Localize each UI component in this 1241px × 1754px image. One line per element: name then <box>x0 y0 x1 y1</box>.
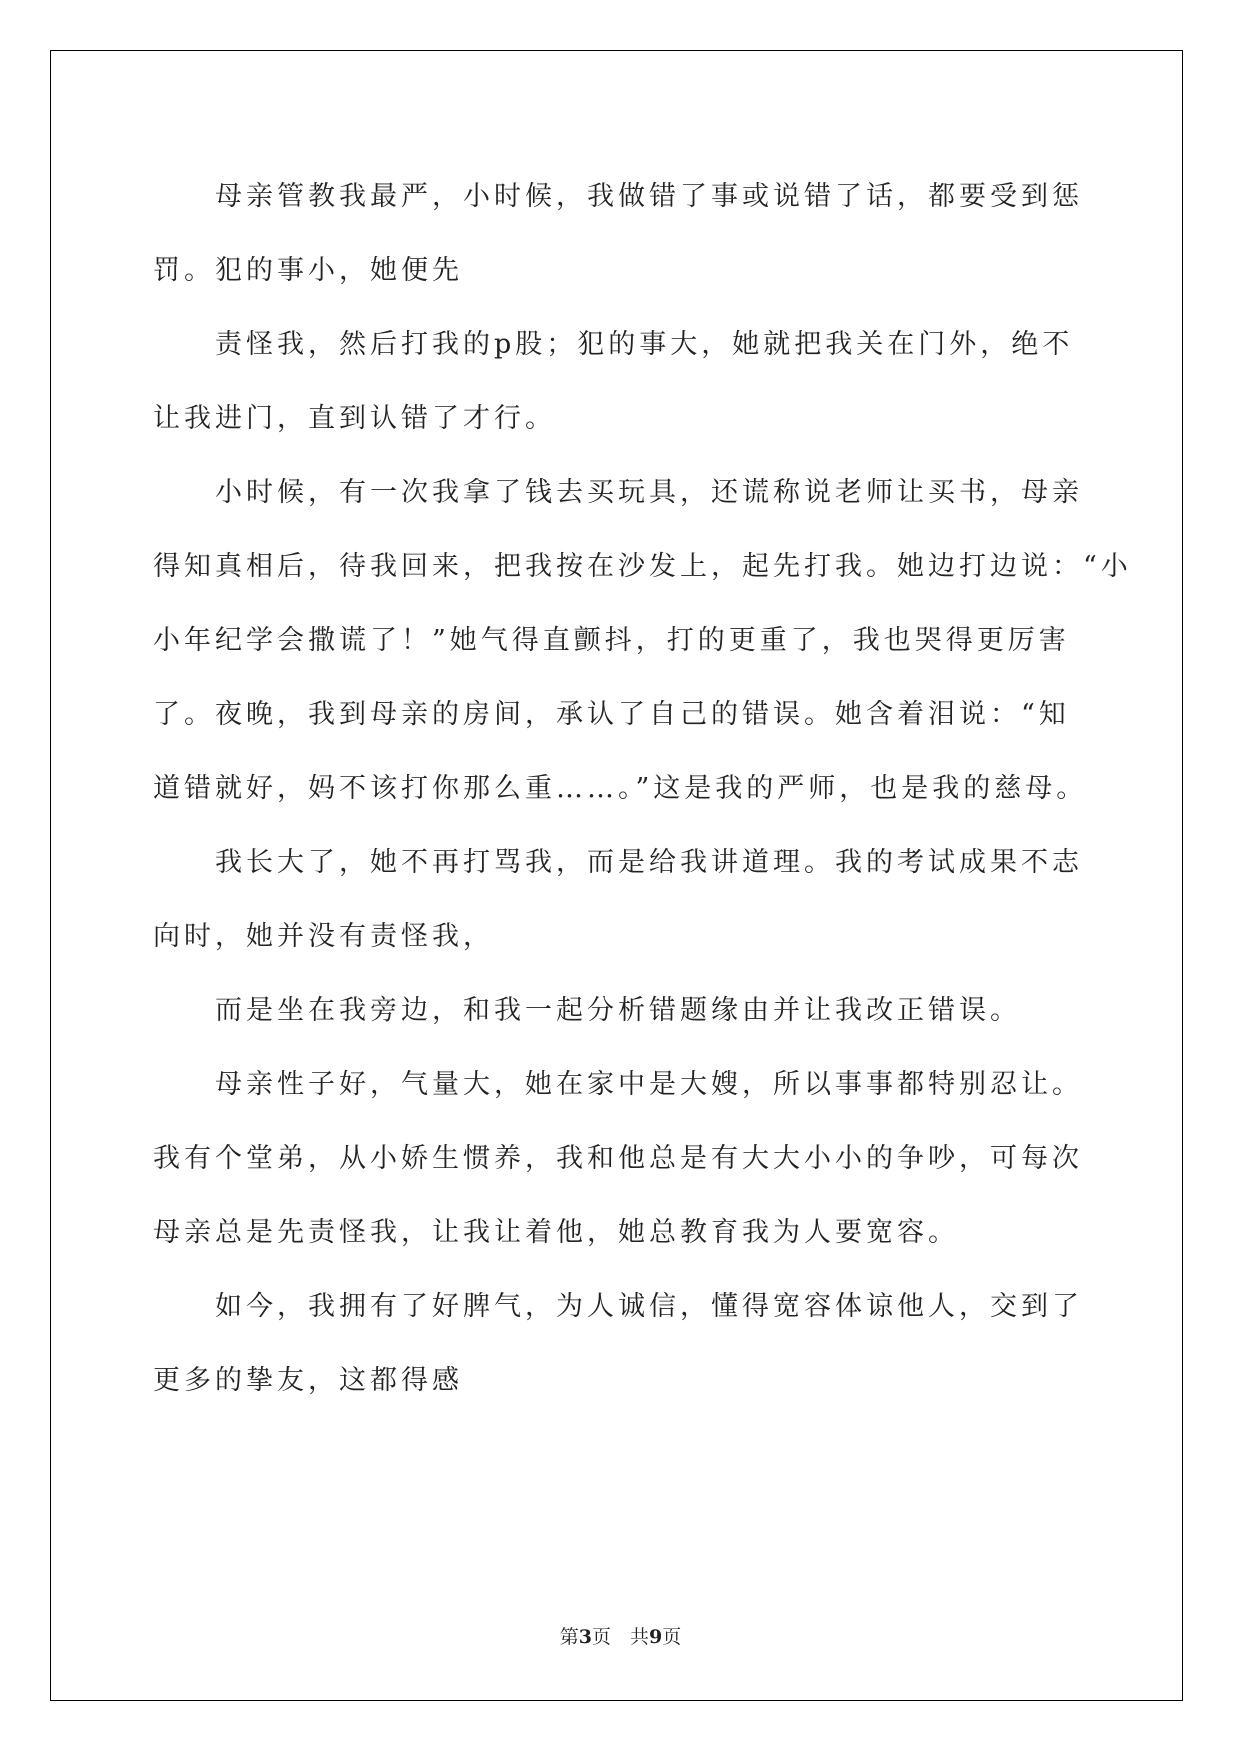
text-line: 我长大了，她不再打骂我，而是给我讲道理。我的考试成果不志 <box>215 847 1083 878</box>
current-page-number: 3 <box>578 1626 592 1648</box>
text-line: 小年纪学会撒谎了！”她气得直颤抖，打的更重了，我也哭得更厉害 <box>153 625 1070 656</box>
text-line: 小时候，有一次我拿了钱去买玩具，还谎称说老师让买书，母亲 <box>215 477 1083 508</box>
page-prefix: 第 <box>559 1626 579 1648</box>
text-line: 而是坐在我旁边，和我一起分析错题缘由并让我改正错误。 <box>215 995 1021 1026</box>
page-suffix: 页 <box>662 1626 682 1648</box>
total-page-number: 9 <box>649 1626 663 1648</box>
page-number-footer <box>0 1622 1241 1649</box>
text-line: 让我进门，直到认错了才行。 <box>153 403 556 434</box>
page-mid: 页 共 <box>591 1626 649 1648</box>
text-line: 母亲总是先责怪我，让我让着他，她总教育我为人要宽容。 <box>153 1217 959 1248</box>
text-line: 得知真相后，待我回来，把我按在沙发上，起先打我。她边打边说：“小 <box>153 551 1132 582</box>
text-line: 我有个堂弟，从小娇生惯养，我和他总是有大大小小的争吵，可每次 <box>153 1143 1083 1174</box>
text-line: 如今，我拥有了好脾气，为人诚信，懂得宽容体谅他人，交到了 <box>215 1291 1083 1322</box>
text-line: 了。夜晚，我到母亲的房间，承认了自己的错误。她含着泪说：“知 <box>153 699 1070 730</box>
text-line: 母亲管教我最严，小时候，我做错了事或说错了话，都要受到惩 <box>215 181 1083 212</box>
text-line: 罚。犯的事小，她便先 <box>153 255 463 286</box>
text-line: 母亲性子好，气量大，她在家中是大嫂，所以事事都特别忍让。 <box>215 1069 1083 1100</box>
text-line: 向时，她并没有责怪我， <box>153 921 494 952</box>
text-line: 更多的挚友，这都得感 <box>153 1365 463 1396</box>
text-line: 责怪我，然后打我的p股；犯的事大，她就把我关在门外，绝不 <box>215 329 1074 360</box>
text-line: 道错就好，妈不该打你那么重……。”这是我的严师，也是我的慈母。 <box>153 773 1088 804</box>
